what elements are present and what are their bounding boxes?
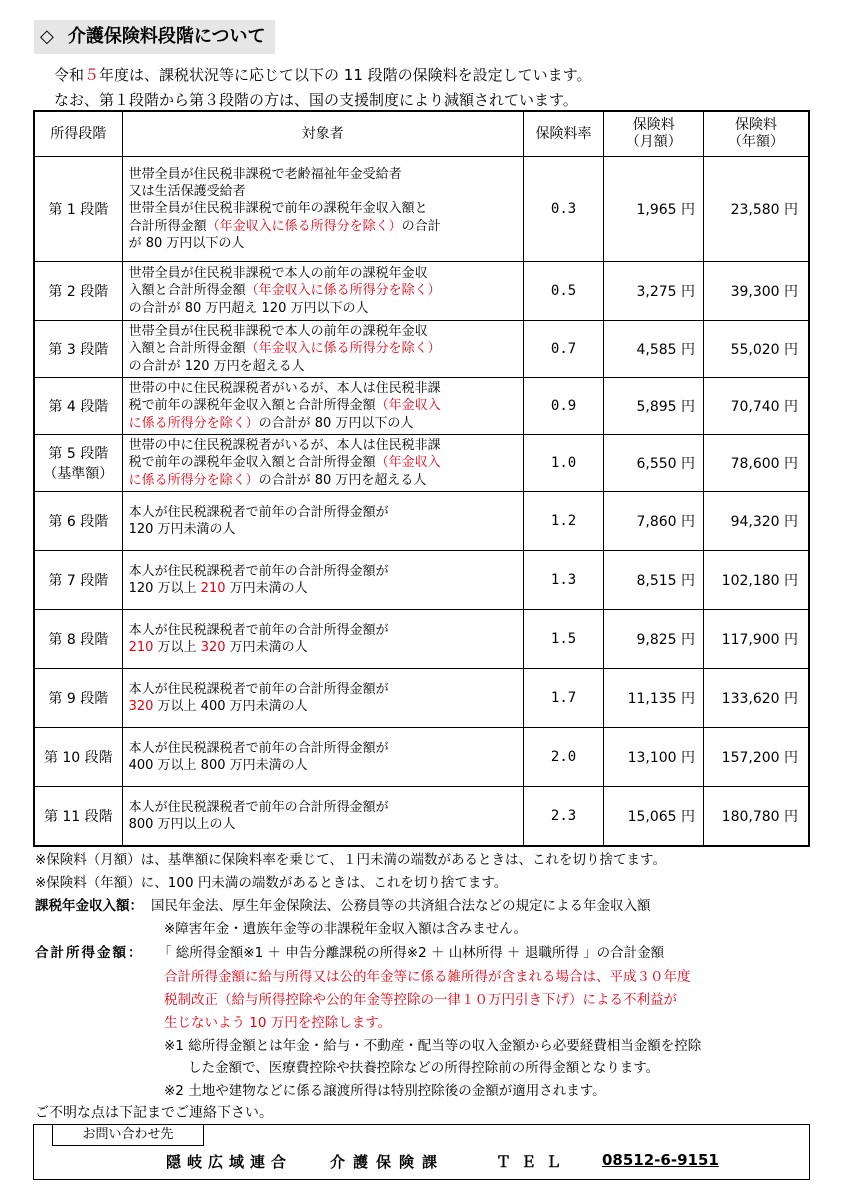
stage-label: 第 11 段階 (43, 808, 113, 825)
target-text: に係る所得分を除く） (128, 415, 259, 431)
target-text: 210 (128, 640, 154, 655)
table-row (34, 669, 809, 728)
target-line (129, 816, 517, 833)
target-text: （年金収入に係る所得分を除く） (245, 283, 441, 299)
target-line (129, 698, 517, 715)
title-text: 介護保険料段階について (67, 26, 266, 47)
rate-cell: 1.2 (523, 492, 604, 551)
target-cell (122, 492, 523, 551)
target-line (129, 218, 517, 235)
target-line (129, 437, 517, 454)
target-line (129, 757, 517, 774)
stage-cell (34, 669, 122, 728)
stage-label: 第 8 段階 (48, 632, 109, 648)
target-text: 本人が住民税課税者で前年の合計所得金額が (128, 622, 389, 638)
target-line (129, 358, 517, 375)
target-line (129, 622, 517, 639)
table-row (34, 787, 809, 846)
intro-line-2: なお、第１段階から第３段階の方は、国の支援制度により減額されています。 (54, 91, 578, 109)
stage-label: 第 2 段階 (48, 284, 109, 300)
target-text: 万円未満の人 (225, 581, 308, 596)
target-line (129, 580, 517, 597)
annual-cell: 117,900 円 (704, 610, 809, 669)
target-line (129, 521, 517, 538)
rate-cell: 1.5 (523, 610, 604, 669)
stage-label: 第 9 段階 (48, 691, 109, 707)
table-row (34, 728, 809, 787)
target-line (129, 472, 517, 489)
rate-cell: 0.7 (523, 321, 604, 378)
target-text: 本人が住民税課税者で前年の合計所得金額が (128, 681, 389, 697)
annual-cell: 78,600 円 (704, 435, 809, 492)
target-text: 本人が住民税課税者で前年の合計所得金額が (128, 799, 389, 815)
annual-cell: 70,740 円 (704, 378, 809, 435)
stage-cell (34, 262, 122, 321)
rate-cell: 1.0 (523, 435, 604, 492)
annual-cell: 102,180 円 (704, 551, 809, 610)
target-cell (122, 551, 523, 610)
target-line (129, 200, 517, 217)
target-line (129, 282, 517, 299)
target-cell (122, 669, 523, 728)
target-cell (122, 378, 523, 435)
intro-rest: 年度は、課税状況等に応じて以下の 11 段階の保険料を設定しています。 (99, 66, 592, 84)
rate-cell: 1.7 (523, 669, 604, 728)
target-line (129, 166, 517, 183)
target-line (129, 799, 517, 816)
annual-cell: 23,580 円 (704, 157, 809, 262)
monthly-cell: 8,515 円 (604, 551, 704, 610)
table-row (34, 378, 809, 435)
header-rate: 保険料率 (523, 111, 604, 157)
target-line (129, 300, 517, 317)
annual-cell: 157,200 円 (704, 728, 809, 787)
target-text: 210 (200, 581, 226, 596)
stage-label: 第 7 段階 (48, 573, 109, 589)
target-text: 税で前年の課税年金収入額と合計所得金額 (128, 455, 376, 471)
stage-label: 第 3 段階 (48, 342, 109, 358)
note-annual: ※保険料（年額）に、100 円未満の端数があるときは、これを切り捨てます。 (35, 875, 508, 891)
target-text: 入額と合計所得金額 (128, 341, 246, 357)
target-line (129, 415, 517, 432)
target-line (129, 340, 517, 357)
target-line (129, 740, 517, 757)
target-text: （年金収入 (375, 455, 441, 471)
target-text: 120 万以上 (128, 581, 201, 596)
target-line (129, 681, 517, 698)
monthly-cell: 5,895 円 (604, 378, 704, 435)
target-text: の合計が 120 万円を超える人 (128, 358, 305, 374)
target-text: 320 (200, 640, 226, 655)
note-star2: ※2 土地や建物などに係る譲渡所得は特別控除後の金額が適用されます。 (164, 1083, 606, 1099)
target-text: に係る所得分を除く） (128, 472, 259, 488)
annual-cell: 180,780 円 (704, 787, 809, 846)
stage-cell (34, 728, 122, 787)
target-cell (122, 610, 523, 669)
target-text: 入額と合計所得金額 (128, 283, 246, 299)
note-monthly: ※保険料（月額）は、基準額に保険料率を乗じて、１円未満の端数があるときは、これを切り捨てます。 (35, 852, 666, 868)
monthly-cell: 1,965 円 (604, 157, 704, 262)
target-line (129, 639, 517, 656)
diamond-icon: ◇ (40, 26, 54, 47)
target-text: の合計が 80 万円超え 120 万円以下の人 (128, 300, 369, 316)
target-text: 万以上 400 万円未満の人 (153, 699, 308, 714)
target-line (129, 265, 517, 282)
stage-cell (34, 492, 122, 551)
stage-cell (34, 435, 122, 492)
income-red-1: 合計所得金額に給与所得又は公的年金等に係る雑所得が含まれる場合は、平成３０年度 (164, 969, 691, 985)
header-target: 対象者 (122, 111, 523, 157)
table-row (34, 492, 809, 551)
target-text: の合計 (401, 218, 441, 234)
header-stage: 所得段階 (34, 111, 122, 157)
target-text: 万円未満の人 (225, 640, 308, 655)
table-row (34, 610, 809, 669)
rate-cell: 0.3 (523, 157, 604, 262)
table-row (34, 262, 809, 321)
target-cell (122, 435, 523, 492)
target-text: 税で前年の課税年金収入額と合計所得金額 (128, 398, 376, 414)
stage-label: 第 10 段階 (43, 750, 113, 766)
intro-era: 令和 (54, 66, 85, 84)
annual-cell: 39,300 円 (704, 262, 809, 321)
target-text: 世帯の中に住民税課税者がいるが、本人は住民税非課 (128, 438, 441, 454)
target-text: 万以上 (153, 640, 201, 655)
stage-cell (34, 610, 122, 669)
target-text: 世帯全員が住民税非課税で本人の前年の課税年金収 (128, 324, 428, 340)
table-row (34, 551, 809, 610)
target-line (129, 454, 517, 471)
monthly-cell: 3,275 円 (604, 262, 704, 321)
intro-year: ５ (84, 66, 100, 84)
rate-cell: 0.5 (523, 262, 604, 321)
table-row (34, 435, 809, 492)
target-text: 320 (128, 699, 154, 714)
contact-dept: 介護保険課 (330, 1153, 446, 1171)
target-text: の合計が 80 万円以下の人 (258, 415, 414, 431)
stage-cell (34, 378, 122, 435)
monthly-cell: 11,135 円 (604, 669, 704, 728)
note-star1-b: した金額で、医療費控除や扶養控除などの所得控除前の所得金額となります。 (188, 1060, 660, 1076)
target-text: 世帯全員が住民税非課税で前年の課税年金収入額と (128, 201, 428, 217)
target-line (129, 235, 517, 252)
rate-cell: 1.3 (523, 551, 604, 610)
target-text: （年金収入に係る所得分を除く） (206, 218, 402, 234)
stage-cell (34, 551, 122, 610)
rate-cell: 2.3 (523, 787, 604, 846)
annual-cell: 133,620 円 (704, 669, 809, 728)
target-text: （年金収入に係る所得分を除く） (245, 341, 441, 357)
income-label: 合計所得金額： (35, 945, 144, 961)
stage-label: 第 5 段階 (48, 446, 109, 462)
table-row (34, 321, 809, 378)
target-line (129, 380, 517, 397)
target-cell (122, 321, 523, 378)
target-line (129, 397, 517, 414)
rate-cell: 2.0 (523, 728, 604, 787)
stage-sublabel: （基準額） (43, 466, 114, 482)
stage-cell (34, 787, 122, 846)
target-text: 本人が住民税課税者で前年の合計所得金額が (128, 740, 389, 756)
income-red-2: 税制改正（給与所得控除や公的年金等控除の一律１０万円引き下げ）による不利益が (164, 992, 677, 1008)
target-text: 本人が住民税課税者で前年の合計所得金額が (128, 563, 389, 579)
contact-org: 隠岐広域連合 (166, 1153, 293, 1171)
monthly-cell: 15,065 円 (604, 787, 704, 846)
monthly-cell: 6,550 円 (604, 435, 704, 492)
target-text: 120 万円未満の人 (128, 522, 236, 537)
monthly-cell: 9,825 円 (604, 610, 704, 669)
inquiry-text: ご不明な点は下記までご連絡下さい。 (35, 1105, 273, 1121)
annual-cell: 94,320 円 (704, 492, 809, 551)
target-cell (122, 262, 523, 321)
target-text: 世帯全員が住民税非課税で本人の前年の課税年金収 (128, 266, 428, 282)
stage-cell (34, 321, 122, 378)
contact-phone: 08512-6-9151 (602, 1151, 719, 1169)
target-line (129, 183, 517, 200)
stage-cell (34, 157, 122, 262)
target-cell (122, 728, 523, 787)
target-cell (122, 157, 523, 262)
target-line (129, 504, 517, 521)
table-header-row (34, 111, 809, 157)
target-cell (122, 787, 523, 846)
pension-text: 国民年金法、厚生年金保険法、公務員等の共済組合法などの規定による年金収入額 (151, 898, 651, 914)
pension-sub: ※障害年金・遺族年金等の非課税年金収入額は含みません。 (164, 921, 528, 937)
stage-label: 第 6 段階 (48, 514, 109, 530)
page-title (34, 20, 275, 54)
target-text: 400 万以上 800 万円未満の人 (128, 758, 308, 773)
target-text: が 80 万円以下の人 (128, 235, 245, 251)
target-text: 800 万円以上の人 (128, 816, 236, 832)
contact-label: お問い合わせ先 (52, 1125, 204, 1146)
monthly-cell: 4,585 円 (604, 321, 704, 378)
contact-box (33, 1124, 810, 1180)
header-monthly: 保険料 （月額） (604, 111, 704, 157)
monthly-cell: 13,100 円 (604, 728, 704, 787)
note-star1-a: ※1 総所得金額とは年金・給与・不動産・配当等の収入金額から必要経費相当金額を控除 (164, 1038, 702, 1054)
income-red-3: 生じないよう 10 万円を控除します。 (164, 1015, 392, 1031)
target-text: 合計所得金額 (128, 218, 207, 234)
premium-table (33, 110, 810, 847)
contact-tel-label: ＴＥＬ (496, 1153, 572, 1171)
stage-label: 第 1 段階 (48, 202, 109, 218)
income-text: 「 総所得金額※1 ＋ 申告分離課税の所得※2 ＋ 山林所得 ＋ 退職所得 」の合計金額 (158, 945, 665, 961)
stage-label: 第 4 段階 (48, 399, 109, 415)
target-line (129, 563, 517, 580)
header-annual: 保険料 （年額） (704, 111, 809, 157)
annual-cell: 55,020 円 (704, 321, 809, 378)
target-text: 又は生活保護受給者 (128, 184, 246, 200)
pension-label: 課税年金収入額： (35, 898, 143, 914)
table-row (34, 157, 809, 262)
intro-line-1 (54, 64, 591, 85)
target-text: の合計が 80 万円を超える人 (258, 472, 427, 488)
rate-cell: 0.9 (523, 378, 604, 435)
target-line (129, 323, 517, 340)
target-text: （年金収入 (375, 398, 441, 414)
target-text: 世帯の中に住民税課税者がいるが、本人は住民税非課 (128, 381, 441, 397)
target-text: 世帯全員が住民税非課税で老齢福祉年金受給者 (128, 166, 402, 182)
monthly-cell: 7,860 円 (604, 492, 704, 551)
target-text: 本人が住民税課税者で前年の合計所得金額が (128, 504, 389, 520)
